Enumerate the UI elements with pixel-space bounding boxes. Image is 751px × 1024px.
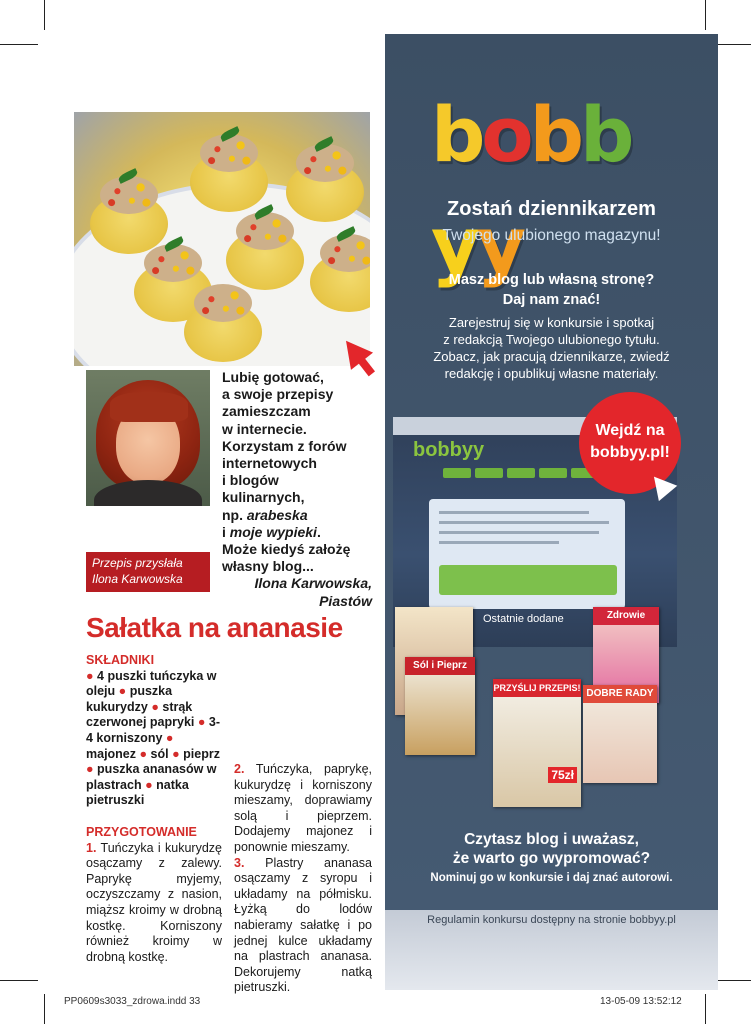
question-line: Masz blog lub własną stronę?	[448, 272, 655, 288]
portrait-shoulders	[94, 480, 202, 506]
intro-i: i	[222, 523, 230, 540]
food-photo	[74, 112, 370, 366]
step-1	[86, 841, 222, 966]
salad-scoop	[194, 284, 252, 322]
panel-question	[385, 270, 718, 310]
intro-line: Korzystam z forów	[222, 437, 347, 454]
author-intro	[222, 369, 372, 610]
magazine-cover	[493, 679, 581, 807]
intro-line: w internecie.	[222, 420, 307, 437]
method-heading: PRZYGOTOWANIE	[86, 824, 197, 839]
site-tagline: Ostatnie dodane	[483, 613, 564, 625]
ingredient: puszka ananasów w plastrach	[86, 762, 217, 792]
step-number: 1.	[86, 840, 97, 855]
bullet-icon: ●	[86, 762, 94, 777]
logo-letter: y	[431, 200, 477, 289]
salad-scoop	[236, 212, 294, 250]
magazine-covers	[393, 607, 661, 809]
step-text: Plastry ananasa osączamy z syropu i układamy na półmisku. Łyżką do lodów nabieramy sałatkę i po jednej kulce układamy na plastrach ananasa. Dekorujemy natką pietruszki.	[234, 855, 372, 995]
step-text: Tuńczyka, paprykę, kukurydzę i korniszony mieszamy, doprawiamy solą i pieprzem. Dodajemy majonez i ponownie mieszamy.	[234, 762, 373, 854]
magazine-cover	[405, 657, 475, 755]
print-slug-file: PP0609s3033_zdrowa.indd 33	[64, 996, 201, 1007]
crop-mark	[705, 0, 706, 30]
ingredient: 4 puszki tuńczyka w oleju	[86, 668, 217, 699]
recipe-column-1	[86, 653, 222, 965]
ingredient: majonez	[86, 746, 137, 761]
site-content-box	[429, 499, 625, 609]
magazine-title: Sól i Pieprz	[405, 657, 475, 675]
logo-letter: y	[476, 200, 523, 289]
magazine-title: Zdrowie	[593, 607, 659, 625]
logo-letter: o	[481, 90, 530, 179]
ingredients-list	[86, 669, 222, 809]
intro-line	[222, 524, 372, 541]
body-line: redakcję i opublikuj własne materiały.	[444, 366, 659, 381]
crop-mark	[713, 980, 751, 981]
rules-note: Regulamin konkursu dostępny na stronie bobbyy.pl	[427, 914, 676, 926]
step-text: Tuńczyka i kukurydzę osączamy z zalewy. Paprykę myjemy, oczyszczamy z nasion, miąższ kroimy w drobną kostkę. Korniszony również kroimy w drobną kostkę.	[86, 840, 222, 964]
intro-line: Może kiedyś założę	[222, 541, 351, 558]
site-logo: bobbyy	[413, 439, 485, 461]
intro-line: kulinarnych,	[222, 489, 305, 506]
recipe-title: Sałatka na ananasie	[86, 612, 343, 643]
caption-line: Ilona Karwowska	[92, 572, 183, 586]
cta-subline: Nominuj go w konkursie i daj znać autorowi.	[430, 872, 673, 884]
badge-line: Wejdź na	[595, 422, 665, 439]
ingredient: natka pietruszki	[86, 777, 189, 808]
cta-line: że warto go wypromować?	[452, 850, 651, 867]
bullet-icon: ●	[151, 699, 159, 714]
crop-mark	[705, 994, 706, 1024]
bullet-icon: ●	[197, 715, 206, 730]
cta-heading	[385, 830, 718, 868]
author-signature: Ilona Karwowska,	[254, 575, 372, 592]
body-line: Zobacz, jak pracują dziennikarze, zwiedź	[433, 349, 670, 364]
magazine-cover	[583, 685, 657, 783]
panel-subheading: Twojego ulubionego magazynu!	[442, 227, 661, 244]
crop-mark	[0, 980, 38, 981]
portrait-fringe	[110, 392, 188, 422]
intro-dot: .	[316, 523, 321, 540]
ingredients-heading: SKŁADNIKI	[86, 653, 155, 667]
crop-mark	[713, 44, 751, 45]
bullet-icon: ●	[172, 746, 180, 761]
salad-scoop	[200, 134, 258, 172]
intro-line: internetowych	[222, 455, 317, 472]
intro-np: np.	[222, 506, 247, 523]
ingredient: 3-4 korniszony	[86, 715, 221, 745]
blog-name: arabeska	[246, 506, 308, 523]
badge-line: bobbyy.pl!	[590, 444, 670, 461]
bullet-icon: ●	[118, 684, 127, 699]
bullet-icon: ●	[86, 668, 94, 683]
step-number: 2.	[234, 762, 245, 776]
question-line: Daj nam znać!	[502, 292, 601, 308]
logo-letter: b	[529, 90, 581, 179]
crop-mark	[44, 994, 45, 1024]
step-2	[234, 762, 372, 856]
crop-mark	[0, 44, 38, 45]
print-slug-date: 13-05-09 13:52:12	[600, 996, 682, 1007]
author-caption	[86, 552, 210, 592]
ingredient: strąk czerwonej papryki	[86, 699, 195, 730]
caption-line: Przepis przysłała	[92, 556, 183, 570]
blog-name: moje wypieki	[229, 523, 317, 540]
magazine-title: PRZYŚLIJ PRZEPIS!	[493, 679, 581, 697]
logo-letter: b	[580, 90, 631, 179]
intro-line: zamieszczam	[222, 403, 311, 420]
logo-letter: b	[431, 90, 482, 179]
recipe-column-2	[234, 653, 372, 996]
ingredient: puszka kukurydzy	[86, 684, 173, 714]
step-3	[234, 856, 372, 996]
crop-mark	[44, 0, 45, 30]
body-line: z redakcją Twojego ulubionego tytułu.	[443, 332, 660, 347]
salad-scoop	[100, 176, 158, 214]
panel-heading: Zostań dziennikarzem	[447, 198, 656, 220]
ingredient: pieprz	[183, 746, 220, 761]
step-number: 3.	[234, 855, 245, 870]
intro-line	[222, 507, 372, 524]
ingredient: sól	[150, 746, 169, 761]
bobbyy-ad-panel	[385, 34, 718, 990]
bullet-icon: ●	[145, 777, 153, 792]
cta-line: Czytasz blog i uważasz,	[464, 831, 639, 848]
salad-scoop	[296, 144, 354, 182]
salad-scoop	[320, 234, 370, 272]
panel-body-text	[385, 314, 718, 382]
price-tag: 75zł	[548, 767, 577, 783]
intro-line: a swoje przepisy	[222, 386, 334, 403]
intro-line: Lubię gotować,	[222, 369, 324, 385]
intro-line: i blogów	[222, 472, 279, 489]
body-line: Zarejestruj się w konkursie i spotkaj	[448, 315, 655, 330]
bullet-icon: ●	[165, 730, 174, 745]
bullet-icon: ●	[139, 746, 148, 761]
magazine-title: DOBRE RADY	[583, 685, 657, 703]
author-city: Piastów	[319, 592, 372, 609]
author-portrait	[86, 370, 210, 506]
salad-scoop	[144, 244, 202, 282]
intro-line: własny blog...	[222, 558, 314, 575]
